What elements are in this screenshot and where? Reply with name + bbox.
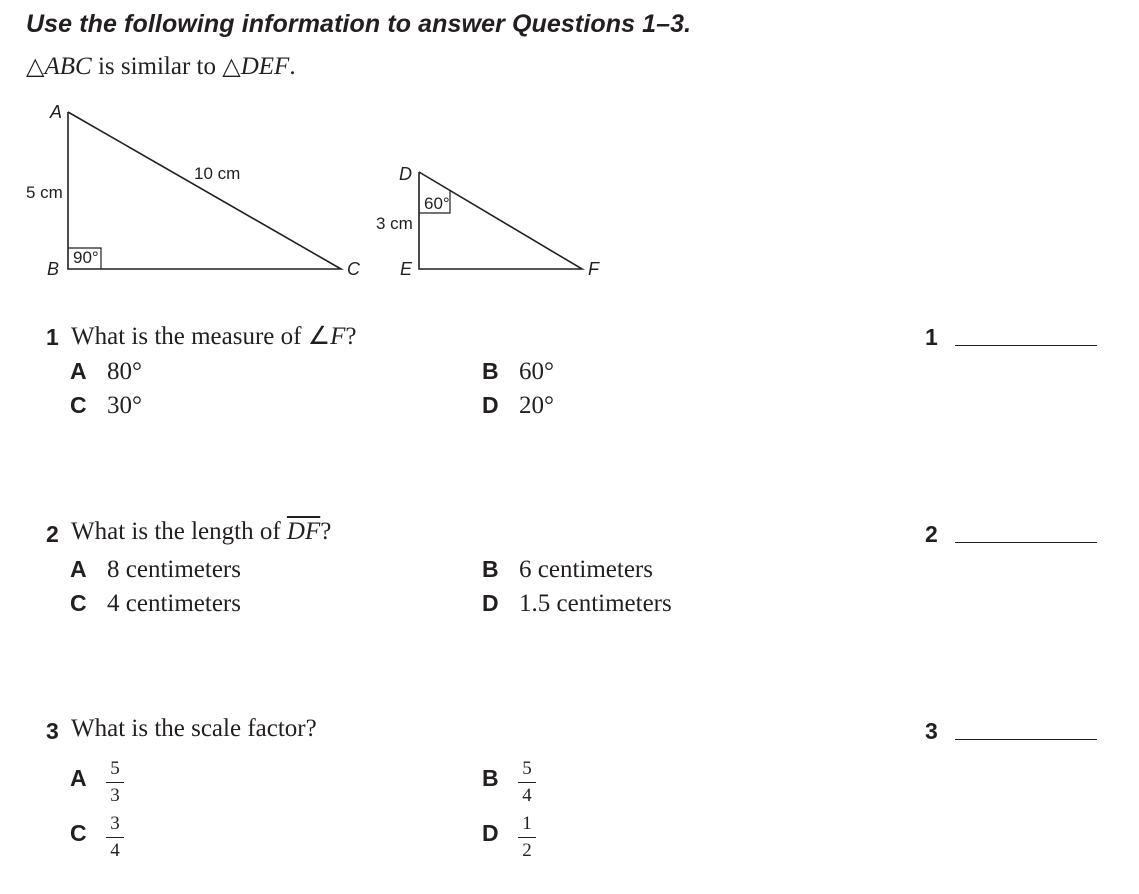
- fraction-bar: [106, 782, 124, 783]
- triangle-abc: [68, 112, 341, 269]
- question-number: 1: [46, 324, 59, 350]
- choice-d-text: 1.5 centimeters: [519, 590, 672, 617]
- fraction-bar: [518, 837, 536, 838]
- choice-d[interactable]: [482, 820, 499, 847]
- side-ab-label: 5 cm: [26, 183, 63, 202]
- similar-triangles-figure: [0, 90, 640, 290]
- question-number: 2: [46, 521, 59, 547]
- choice-letter: D: [482, 590, 499, 616]
- numerator: 5: [522, 758, 532, 779]
- choice-letter: B: [482, 765, 499, 791]
- angle-b-label: 90°: [73, 248, 99, 267]
- choice-letter: A: [70, 358, 87, 384]
- answer-blank[interactable]: [955, 739, 1097, 740]
- fraction-bar: [106, 837, 124, 838]
- answer-number: 1: [925, 324, 938, 350]
- choice-letter: D: [482, 392, 499, 418]
- vertex-f-label: F: [588, 259, 599, 279]
- choice-b[interactable]: [482, 358, 499, 385]
- answer-number: 3: [925, 718, 938, 744]
- choice-letter: D: [482, 820, 499, 846]
- segment-df: $\overline{DF}$: [286, 518, 321, 545]
- vertex-d-label: D: [399, 164, 412, 184]
- choice-d-fraction: [515, 813, 539, 861]
- angle-d-label: 60°: [424, 194, 450, 213]
- choice-b-text: 60°: [519, 358, 554, 385]
- choice-a-fraction: [103, 758, 127, 806]
- numerator: 5: [110, 758, 120, 779]
- choice-b-fraction: [515, 758, 539, 806]
- choice-a[interactable]: [70, 556, 87, 583]
- choice-c-text: 30°: [107, 392, 142, 419]
- denominator: 4: [522, 785, 532, 806]
- denominator: 2: [522, 840, 532, 861]
- triangle-def-name: DEF: [240, 53, 290, 80]
- choice-a[interactable]: [70, 358, 87, 385]
- triangle-def: [419, 172, 582, 269]
- similarity-statement: [26, 52, 296, 81]
- question-number: 3: [46, 718, 59, 744]
- choice-d[interactable]: [482, 392, 499, 419]
- choice-a-text: 8 centimeters: [107, 556, 241, 583]
- choice-letter: A: [70, 765, 87, 791]
- question-text: What is the measure of ∠F?: [71, 323, 357, 350]
- choice-d[interactable]: [482, 590, 499, 617]
- numerator: 3: [110, 813, 120, 834]
- choice-a-text: 80°: [107, 358, 142, 385]
- choice-c-fraction: [103, 813, 127, 861]
- choice-letter: B: [482, 556, 499, 582]
- choice-letter: C: [70, 590, 87, 616]
- question-text: What is the scale factor?: [71, 715, 317, 742]
- vertex-a-label: A: [50, 102, 63, 122]
- choice-letter: B: [482, 358, 499, 384]
- denominator: 3: [110, 785, 120, 806]
- choice-d-text: 20°: [519, 392, 554, 419]
- triangle-symbol-icon: △: [222, 54, 241, 80]
- triangle-symbol-icon: △: [26, 54, 45, 80]
- choice-c[interactable]: [70, 590, 87, 617]
- instructions-heading: Use the following information to answer Questions 1–3.: [26, 10, 692, 38]
- question-text: What is the length of $\overline{DF}$?: [71, 518, 332, 545]
- numerator: 1: [522, 813, 532, 834]
- choice-b-text: 6 centimeters: [519, 556, 653, 583]
- choice-c[interactable]: [70, 820, 87, 847]
- denominator: 4: [110, 840, 120, 861]
- choice-c-text: 4 centimeters: [107, 590, 241, 617]
- triangle-abc-name: ABC: [44, 53, 92, 80]
- choice-letter: C: [70, 820, 87, 846]
- vertex-b-label: B: [47, 259, 60, 279]
- choice-b[interactable]: [482, 556, 499, 583]
- answer-number: 2: [925, 521, 938, 547]
- choice-a[interactable]: [70, 765, 87, 792]
- choice-c[interactable]: [70, 392, 87, 419]
- vertex-e-label: E: [400, 259, 413, 279]
- statement-end: .: [289, 53, 296, 80]
- statement-middle: is similar to: [91, 53, 223, 80]
- choice-letter: A: [70, 556, 87, 582]
- choice-b[interactable]: [482, 765, 499, 792]
- answer-blank[interactable]: [955, 345, 1097, 346]
- fraction-bar: [518, 782, 536, 783]
- vertex-c-label: C: [347, 259, 360, 279]
- answer-blank[interactable]: [955, 542, 1097, 543]
- side-de-label: 3 cm: [376, 214, 413, 233]
- choice-letter: C: [70, 392, 87, 418]
- side-ac-label: 10 cm: [194, 164, 241, 183]
